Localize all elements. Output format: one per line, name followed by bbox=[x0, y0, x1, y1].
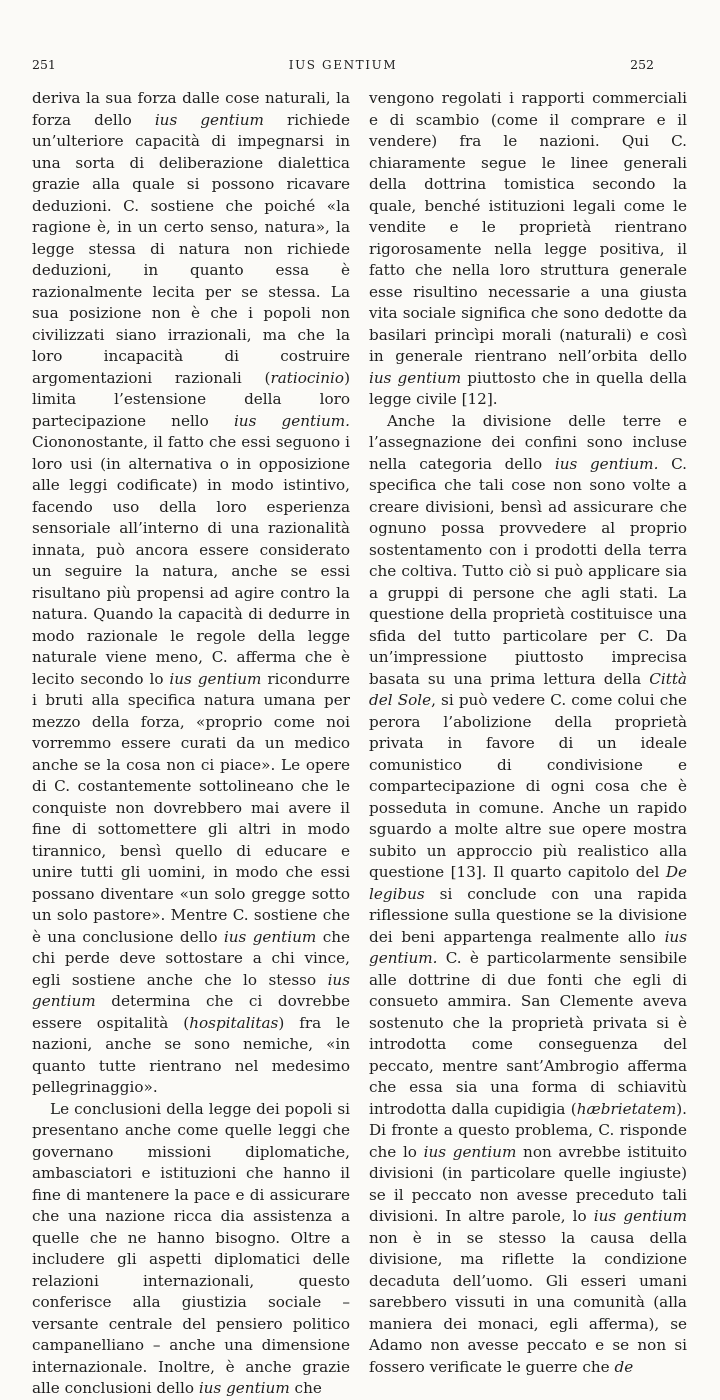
italic-term: de bbox=[614, 1357, 634, 1376]
italic-term: ratiocinio bbox=[270, 368, 345, 387]
text-run: piuttosto che in quella della legge civile [12]. bbox=[369, 368, 687, 408]
text-run: Ciononostante, il fatto che essi seguono i loro usi (in alternativa o in opposizione alle leggi codificate) in modo istintivo, facendo uso della loro esperienza sensoriale all’interno di una razionalità innata, può ancora essere considerato un seguire la natura, anche se essi risultano più propensi ad agire contro la natura. Quando la capacità di dedurre in modo razionale le regole della legge naturale viene meno, C. afferma che è lecito secondo lo bbox=[32, 433, 350, 688]
italic-term: ius gentium bbox=[369, 368, 462, 387]
text-run: ricondurre i bruti alla specifica natura umana per mezzo della forza, «proprio come noi vorremmo essere curati da un medico anche se la cosa non ci piace». Le opere di C. costantemente sottolineano che le conquiste non dovrebbero mai avere il fine di sottomettere gli altri in modo tirannico, bensì quello di educare e unire tutti gli uomini, in modo che essi possano diventare «un solo gregge sotto un solo pastore». Mentre C. sostiene che è una conclusione dello bbox=[32, 669, 350, 946]
paragraph bbox=[369, 411, 687, 1379]
left-column bbox=[32, 88, 350, 1400]
text-run: vengono regolati i rapporti commerciali e di scambio (come il comprare e il vendere) fra le nazioni. Qui C. chiaramente segue le linee generali della dottrina tomistica secondo la quale, benché istituzioni legali come le vendite e le proprietà rientrano rigorosamente nella legge positiva, il fatto che nella loro struttura generale esse risultino necessarie a una giusta vita sociale significa che sono dedotte da basilari princìpi morali (naturali) e così in generale rientrano nell’orbita dello bbox=[369, 89, 687, 365]
running-header bbox=[32, 57, 654, 72]
right-column bbox=[369, 88, 687, 1378]
text-run: determina che ci dovrebbe essere ospitalità ( bbox=[32, 992, 350, 1032]
text-run: C. specifica che tali cose non sono volte a creare divisioni, bensì ad assicurare che ognuno possa provvedere al proprio sostentamento con i prodotti della terra che coltiva. Tutto ciò si può applicare sia a gruppi di persone che agli stati. La questione della proprietà costituisce una sfida del tutto particolare per C. Da un’impressione piuttosto imprecisa basata su una prima lettura della bbox=[369, 454, 688, 688]
text-run: si conclude con una rapida riflessione sulla questione se la divisione dei beni appartenga realmente allo bbox=[369, 884, 687, 946]
text-run: deriva la sua forza dalle cose naturali, la forza dello bbox=[32, 89, 350, 129]
text-run: Le conclusioni della legge dei popoli si presentano anche come quelle leggi che governano missioni diplomatiche, ambasciatori e istituzioni che hanno il fine di mantenere la pace e di assicurare che una nazione ricca dia assistenza a quelle che ne hanno bisogno. Oltre a includere gli aspetti diplomatici delle relazioni internazionali, questo conferisce alla giustizia sociale – versante centrale del pensiero politico campanelliano – anche una dimensione internazionale. Inoltre, è anche grazie alle conclusioni dello bbox=[32, 1099, 350, 1397]
italic-term: ius gentium bbox=[223, 927, 317, 946]
text-run: ) limita l’estensione della loro partecipazione nello bbox=[32, 368, 350, 430]
italic-term: ius gentium bbox=[198, 1379, 290, 1397]
paragraph bbox=[369, 88, 687, 411]
text-run: richiede un’ulteriore capacità di impegnarsi in una sorta di deliberazione dialettica grazie alla quale si possono ricavare deduzioni. C. sostiene che poiché «la ragione è, in un certo senso, natura», la legge stessa di natura non richiede deduzioni, in quanto essa è razionalmente lecita per se stessa. La sua posizione non è che i popoli non civilizzati siano irrazionali, ma che la loro incapacità di costruire argomentazioni razionali ( bbox=[32, 110, 351, 387]
italic-term: ius gentium bbox=[423, 1142, 517, 1161]
paragraph bbox=[32, 88, 350, 1099]
text-run: che chi perde deve sottostare a chi vince, egli sostiene anche che lo stesso bbox=[32, 927, 351, 989]
text-run: ) fra le nazioni, anche se sono nemiche, «in quanto tutte rientrano nel medesimo pellegrinaggio». bbox=[32, 1013, 350, 1096]
italic-term: hæbrietatem bbox=[576, 1099, 677, 1118]
running-title: IUS GENTIUM bbox=[288, 58, 398, 72]
text-run: , si può vedere C. come colui che perora l’abolizione della proprietà privata in favore di un ideale comunistico di condivisione e compartecipazione di ogni cosa che è posseduta in comune. Anche un rapido sguardo a molte altre sue opere mostra subito un approccio più realistico alla questione [13]. Il quarto capitolo del bbox=[369, 691, 687, 881]
page-number-right: 252 bbox=[630, 57, 654, 72]
text-run: non avrebbe istituito divisioni (in particolare quelle ingiuste) se il peccato non avesse preceduto tali divisioni. In altre parole, lo bbox=[369, 1142, 688, 1225]
italic-term: hospitalitas bbox=[189, 1013, 279, 1032]
text-run: Anche la divisione delle terre e l’assegnazione dei confini sono incluse nella categoria dello bbox=[369, 411, 687, 473]
italic-term: De legibus bbox=[369, 863, 687, 903]
italic-term: ius gentium. bbox=[233, 411, 350, 430]
text-run: non è in se stesso la causa della divisione, ma riflette la condizione decaduta dell’uomo. Gli esseri umani sarebbero vissuti in una comunità (alla maniera dei monaci, egli afferma), se Adamo non avesse peccato e se non si fossero verificate le guerre che bbox=[369, 1228, 687, 1376]
italic-term: ius gentium bbox=[32, 970, 350, 1010]
italic-term: ius gentium bbox=[169, 669, 262, 688]
page-number-left: 251 bbox=[32, 57, 56, 72]
italic-term: ius gentium bbox=[154, 110, 264, 129]
italic-term: ius gentium. bbox=[554, 454, 659, 473]
italic-term: Città del Sole bbox=[369, 669, 687, 709]
text-run: che bbox=[289, 1379, 322, 1397]
italic-term: ius gentium bbox=[593, 1207, 687, 1225]
text-run: ). Di fronte a questo problema, C. risponde che lo bbox=[369, 1099, 687, 1161]
paragraph bbox=[32, 1099, 350, 1400]
text-run: C. è particolarmente sensibile alle dottrine di due fonti che egli di consueto ammira. San Clemente aveva sostenuto che la proprietà privata si è introdotta come conseguenza del peccato, mentre sant’Ambrogio afferma che essa sia una forma di schiavitù introdotta dalla cupidigia ( bbox=[369, 949, 687, 1118]
italic-term: ius gentium. bbox=[369, 927, 687, 967]
